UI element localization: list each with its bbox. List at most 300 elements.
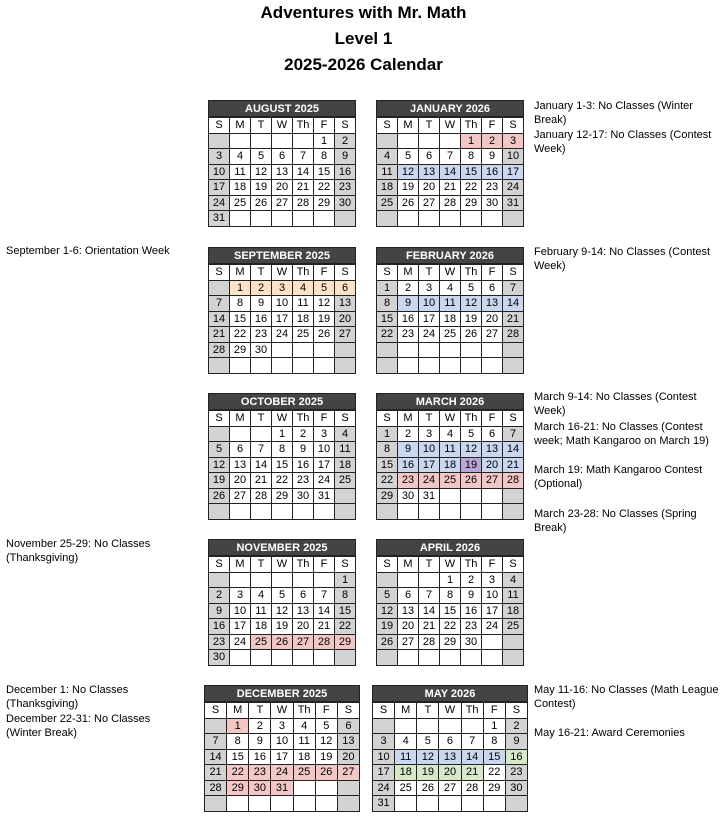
empty-cell [293, 573, 314, 589]
weekday-header: S [506, 703, 528, 719]
day-cell: 7 [440, 149, 461, 165]
day-cell: 26 [316, 765, 338, 781]
day-cell: 26 [398, 196, 419, 212]
day-cell: 23 [506, 765, 528, 781]
day-cell: 14 [440, 165, 461, 181]
day-cell: 9 [398, 296, 419, 312]
empty-cell [209, 573, 230, 589]
day-cell: 23 [335, 180, 356, 196]
empty-cell [419, 573, 440, 589]
day-cell: 26 [461, 473, 482, 489]
day-cell: 18 [230, 180, 251, 196]
day-cell: 31 [503, 196, 524, 212]
note-january-1: January 1-3: No Classes (Winter Break) [534, 100, 693, 126]
weekday-header: T [251, 557, 272, 573]
weekday-header: S [335, 265, 356, 281]
note-january-12: January 12-17: No Classes (Contest Week) [534, 129, 712, 155]
day-cell: 26 [209, 489, 230, 505]
note-march-19: March 19: Math Kangaroo Contest (Optional) [534, 464, 703, 490]
weekday-header: S [377, 411, 398, 427]
month-grid [208, 556, 356, 666]
day-cell: 13 [338, 734, 360, 750]
weekday-header: M [395, 703, 417, 719]
empty-cell [314, 650, 335, 666]
weekday-header: F [316, 703, 338, 719]
day-cell: 19 [398, 180, 419, 196]
day-cell: 15 [335, 604, 356, 620]
month-grid [372, 702, 528, 812]
day-cell: 17 [482, 604, 503, 620]
empty-cell [338, 781, 360, 797]
day-cell: 31 [419, 489, 440, 505]
empty-cell [377, 573, 398, 589]
day-cell: 21 [419, 619, 440, 635]
day-cell: 21 [462, 765, 484, 781]
month-october-2025 [208, 393, 356, 520]
day-cell: 19 [461, 312, 482, 328]
weekday-header: F [482, 265, 503, 281]
day-cell: 16 [293, 458, 314, 474]
day-cell: 21 [503, 458, 524, 474]
day-cell: 15 [484, 750, 506, 766]
empty-cell [373, 719, 395, 735]
day-cell: 29 [335, 635, 356, 651]
day-cell: 23 [398, 473, 419, 489]
day-cell: 11 [503, 588, 524, 604]
day-cell: 14 [419, 604, 440, 620]
day-cell: 10 [209, 165, 230, 181]
day-cell: 15 [227, 750, 249, 766]
day-cell: 5 [461, 427, 482, 443]
day-cell: 23 [461, 619, 482, 635]
weekday-header: M [230, 411, 251, 427]
day-cell: 15 [230, 312, 251, 328]
day-cell: 5 [209, 442, 230, 458]
empty-cell [293, 134, 314, 150]
day-cell: 10 [272, 296, 293, 312]
day-cell: 23 [251, 327, 272, 343]
empty-cell [335, 504, 356, 520]
empty-cell [506, 796, 528, 812]
day-cell: 20 [439, 765, 461, 781]
day-cell: 12 [209, 458, 230, 474]
day-cell: 15 [272, 458, 293, 474]
empty-cell [230, 427, 251, 443]
weekday-header: Th [293, 118, 314, 134]
weekday-header: M [398, 118, 419, 134]
note-november: November 25-29: No Classes (Thanksgiving) [6, 538, 151, 564]
empty-cell [251, 134, 272, 150]
empty-cell [335, 358, 356, 374]
day-cell: 24 [272, 327, 293, 343]
day-cell: 6 [482, 427, 503, 443]
empty-cell [230, 211, 251, 227]
day-cell: 14 [314, 604, 335, 620]
empty-cell [503, 635, 524, 651]
day-cell: 2 [398, 427, 419, 443]
day-cell: 20 [272, 180, 293, 196]
day-cell: 11 [335, 442, 356, 458]
day-cell: 5 [461, 281, 482, 297]
day-cell: 1 [335, 573, 356, 589]
day-cell: 1 [484, 719, 506, 735]
weekday-header: M [398, 411, 419, 427]
empty-cell [461, 343, 482, 359]
day-cell: 3 [209, 149, 230, 165]
day-cell: 4 [440, 281, 461, 297]
day-cell: 8 [272, 442, 293, 458]
note-may-11: May 11-16: No Classes (Math League Contest) [534, 684, 719, 710]
day-cell: 19 [461, 458, 482, 474]
day-cell: 6 [482, 281, 503, 297]
empty-cell [484, 796, 506, 812]
day-cell: 29 [230, 343, 251, 359]
day-cell: 30 [482, 196, 503, 212]
day-cell: 19 [316, 750, 338, 766]
weekday-header: F [314, 557, 335, 573]
day-cell: 3 [482, 573, 503, 589]
weekday-header: T [417, 703, 439, 719]
day-cell: 2 [398, 281, 419, 297]
day-cell: 14 [251, 458, 272, 474]
day-cell: 8 [335, 588, 356, 604]
day-cell: 24 [419, 327, 440, 343]
day-cell: 10 [271, 734, 293, 750]
note-march-9: March 9-14: No Classes (Contest Week) [534, 391, 697, 417]
weekday-header: Th [461, 118, 482, 134]
day-cell: 3 [419, 281, 440, 297]
empty-cell [461, 358, 482, 374]
day-cell: 3 [503, 134, 524, 150]
month-january-2026 [376, 100, 524, 227]
day-cell: 1 [377, 281, 398, 297]
day-cell: 6 [439, 734, 461, 750]
day-cell: 28 [462, 781, 484, 797]
day-cell: 12 [461, 442, 482, 458]
page-subtitle-level: Level 1 [334, 29, 393, 48]
day-cell: 25 [294, 765, 316, 781]
day-cell: 8 [377, 442, 398, 458]
empty-cell [440, 134, 461, 150]
day-cell: 22 [377, 473, 398, 489]
weekday-header: Th [293, 557, 314, 573]
day-cell: 8 [230, 296, 251, 312]
empty-cell [440, 489, 461, 505]
day-cell: 27 [230, 489, 251, 505]
day-cell: 22 [230, 327, 251, 343]
day-cell: 5 [314, 281, 335, 297]
weekday-header: T [419, 118, 440, 134]
empty-cell [338, 796, 360, 812]
day-cell: 17 [419, 312, 440, 328]
empty-cell [335, 211, 356, 227]
empty-cell [272, 650, 293, 666]
day-cell: 26 [461, 327, 482, 343]
day-cell: 20 [419, 180, 440, 196]
day-cell: 14 [462, 750, 484, 766]
month-title: DECEMBER 2025 [204, 685, 360, 702]
weekday-header: Th [461, 265, 482, 281]
empty-cell [482, 343, 503, 359]
day-cell: 5 [377, 588, 398, 604]
weekday-header: T [419, 557, 440, 573]
month-grid [376, 264, 524, 374]
empty-cell [272, 358, 293, 374]
day-cell: 1 [440, 573, 461, 589]
month-grid [208, 410, 356, 520]
day-cell: 30 [335, 196, 356, 212]
day-cell: 3 [230, 588, 251, 604]
day-cell: 11 [377, 165, 398, 181]
month-february-2026 [376, 247, 524, 374]
day-cell: 18 [335, 458, 356, 474]
day-cell: 22 [314, 180, 335, 196]
weekday-header: Th [294, 703, 316, 719]
empty-cell [503, 211, 524, 227]
day-cell: 2 [335, 134, 356, 150]
day-cell: 11 [440, 442, 461, 458]
empty-cell [293, 650, 314, 666]
weekday-header: W [440, 411, 461, 427]
day-cell: 14 [205, 750, 227, 766]
day-cell: 22 [461, 180, 482, 196]
day-cell: 7 [503, 281, 524, 297]
empty-cell [251, 504, 272, 520]
weekday-header: S [335, 557, 356, 573]
day-cell: 17 [272, 312, 293, 328]
day-cell: 16 [461, 604, 482, 620]
day-cell: 27 [439, 781, 461, 797]
day-cell: 1 [314, 134, 335, 150]
month-may-2026 [372, 685, 528, 812]
day-cell: 21 [209, 327, 230, 343]
empty-cell [482, 650, 503, 666]
day-cell: 26 [251, 196, 272, 212]
day-cell: 20 [338, 750, 360, 766]
page-subtitle-year: 2025-2026 Calendar [284, 55, 443, 74]
empty-cell [271, 796, 293, 812]
weekday-header: T [249, 703, 271, 719]
weekday-header: W [440, 557, 461, 573]
day-cell: 18 [503, 604, 524, 620]
weekday-header: S [209, 118, 230, 134]
empty-cell [482, 358, 503, 374]
empty-cell [461, 211, 482, 227]
empty-cell [398, 211, 419, 227]
weekday-header: W [439, 703, 461, 719]
day-cell: 11 [395, 750, 417, 766]
day-cell: 9 [335, 149, 356, 165]
day-cell: 24 [230, 635, 251, 651]
weekday-header: W [440, 118, 461, 134]
day-cell: 1 [377, 427, 398, 443]
weekday-header: W [272, 265, 293, 281]
weekday-header: M [398, 557, 419, 573]
day-cell: 20 [293, 619, 314, 635]
empty-cell [503, 504, 524, 520]
empty-cell [439, 796, 461, 812]
day-cell: 19 [417, 765, 439, 781]
note-december-1: December 1: No Classes (Thanksgiving) [6, 684, 129, 710]
day-cell: 18 [251, 619, 272, 635]
day-cell: 3 [419, 427, 440, 443]
day-cell: 8 [227, 734, 249, 750]
empty-cell [314, 211, 335, 227]
day-cell: 17 [373, 765, 395, 781]
day-cell: 23 [209, 635, 230, 651]
month-grid [376, 410, 524, 520]
day-cell: 15 [377, 458, 398, 474]
empty-cell [395, 796, 417, 812]
empty-cell [503, 650, 524, 666]
day-cell: 22 [484, 765, 506, 781]
weekday-header: M [227, 703, 249, 719]
month-grid [376, 556, 524, 666]
day-cell: 29 [461, 196, 482, 212]
page-title: Adventures with Mr. Math [260, 3, 467, 22]
day-cell: 19 [209, 473, 230, 489]
empty-cell [439, 719, 461, 735]
empty-cell [377, 650, 398, 666]
day-cell: 30 [398, 489, 419, 505]
empty-cell [377, 358, 398, 374]
day-cell: 29 [484, 781, 506, 797]
day-cell: 2 [249, 719, 271, 735]
day-cell: 13 [230, 458, 251, 474]
day-cell: 6 [419, 149, 440, 165]
day-cell: 27 [293, 635, 314, 651]
day-cell: 13 [419, 165, 440, 181]
day-cell: 12 [251, 165, 272, 181]
day-cell: 7 [293, 149, 314, 165]
day-cell: 22 [440, 619, 461, 635]
month-title: FEBRUARY 2026 [376, 247, 524, 264]
empty-cell [209, 358, 230, 374]
day-cell: 7 [205, 734, 227, 750]
month-grid [208, 264, 356, 374]
day-cell: 13 [482, 296, 503, 312]
day-cell: 12 [272, 604, 293, 620]
empty-cell [417, 796, 439, 812]
empty-cell [249, 796, 271, 812]
day-cell: 4 [251, 588, 272, 604]
note-may-16: May 16-21: Award Ceremonies [534, 727, 685, 739]
empty-cell [398, 650, 419, 666]
day-cell: 30 [506, 781, 528, 797]
weekday-header: F [482, 411, 503, 427]
empty-cell [503, 489, 524, 505]
month-november-2025 [208, 539, 356, 666]
day-cell: 18 [294, 750, 316, 766]
weekday-header: T [251, 118, 272, 134]
day-cell: 22 [335, 619, 356, 635]
empty-cell [419, 211, 440, 227]
day-cell: 16 [398, 458, 419, 474]
day-cell: 12 [398, 165, 419, 181]
empty-cell [251, 358, 272, 374]
day-cell: 22 [227, 765, 249, 781]
day-cell: 31 [314, 489, 335, 505]
day-cell: 28 [503, 473, 524, 489]
weekday-header: F [314, 118, 335, 134]
empty-cell [314, 504, 335, 520]
day-cell: 17 [503, 165, 524, 181]
day-cell: 3 [271, 719, 293, 735]
empty-cell [482, 635, 503, 651]
day-cell: 30 [209, 650, 230, 666]
day-cell: 15 [314, 165, 335, 181]
day-cell: 23 [482, 180, 503, 196]
day-cell: 8 [314, 149, 335, 165]
day-cell: 12 [314, 296, 335, 312]
weekday-header: F [314, 265, 335, 281]
empty-cell [314, 343, 335, 359]
weekday-header: S [205, 703, 227, 719]
day-cell: 30 [461, 635, 482, 651]
day-cell: 14 [503, 442, 524, 458]
day-cell: 3 [373, 734, 395, 750]
empty-cell [230, 358, 251, 374]
day-cell: 24 [209, 196, 230, 212]
day-cell: 3 [314, 427, 335, 443]
day-cell: 3 [272, 281, 293, 297]
day-cell: 26 [417, 781, 439, 797]
day-cell: 23 [398, 327, 419, 343]
day-cell: 28 [503, 327, 524, 343]
empty-cell [395, 719, 417, 735]
day-cell: 20 [482, 458, 503, 474]
empty-cell [377, 134, 398, 150]
month-april-2026 [376, 539, 524, 666]
empty-cell [314, 358, 335, 374]
day-cell: 15 [440, 604, 461, 620]
weekday-header: Th [462, 703, 484, 719]
month-title: MAY 2026 [372, 685, 528, 702]
day-cell: 6 [338, 719, 360, 735]
weekday-header: W [272, 557, 293, 573]
day-cell: 12 [461, 296, 482, 312]
empty-cell [335, 489, 356, 505]
day-cell: 26 [272, 635, 293, 651]
day-cell: 25 [440, 327, 461, 343]
empty-cell [377, 211, 398, 227]
day-cell: 2 [293, 427, 314, 443]
empty-cell [205, 796, 227, 812]
day-cell: 12 [316, 734, 338, 750]
day-cell: 25 [293, 327, 314, 343]
weekday-header: S [373, 703, 395, 719]
day-cell: 2 [506, 719, 528, 735]
note-december-22: December 22-31: No Classes (Winter Break) [6, 713, 151, 739]
empty-cell [272, 573, 293, 589]
day-cell: 21 [293, 180, 314, 196]
day-cell: 24 [373, 781, 395, 797]
day-cell: 30 [251, 343, 272, 359]
day-cell: 22 [377, 327, 398, 343]
day-cell: 14 [209, 312, 230, 328]
day-cell: 5 [316, 719, 338, 735]
day-cell: 14 [503, 296, 524, 312]
day-cell: 18 [395, 765, 417, 781]
month-september-2025 [208, 247, 356, 374]
empty-cell [398, 343, 419, 359]
month-august-2025 [208, 100, 356, 227]
day-cell: 7 [209, 296, 230, 312]
day-cell: 17 [419, 458, 440, 474]
day-cell: 31 [373, 796, 395, 812]
weekday-header: T [419, 411, 440, 427]
day-cell: 28 [419, 635, 440, 651]
